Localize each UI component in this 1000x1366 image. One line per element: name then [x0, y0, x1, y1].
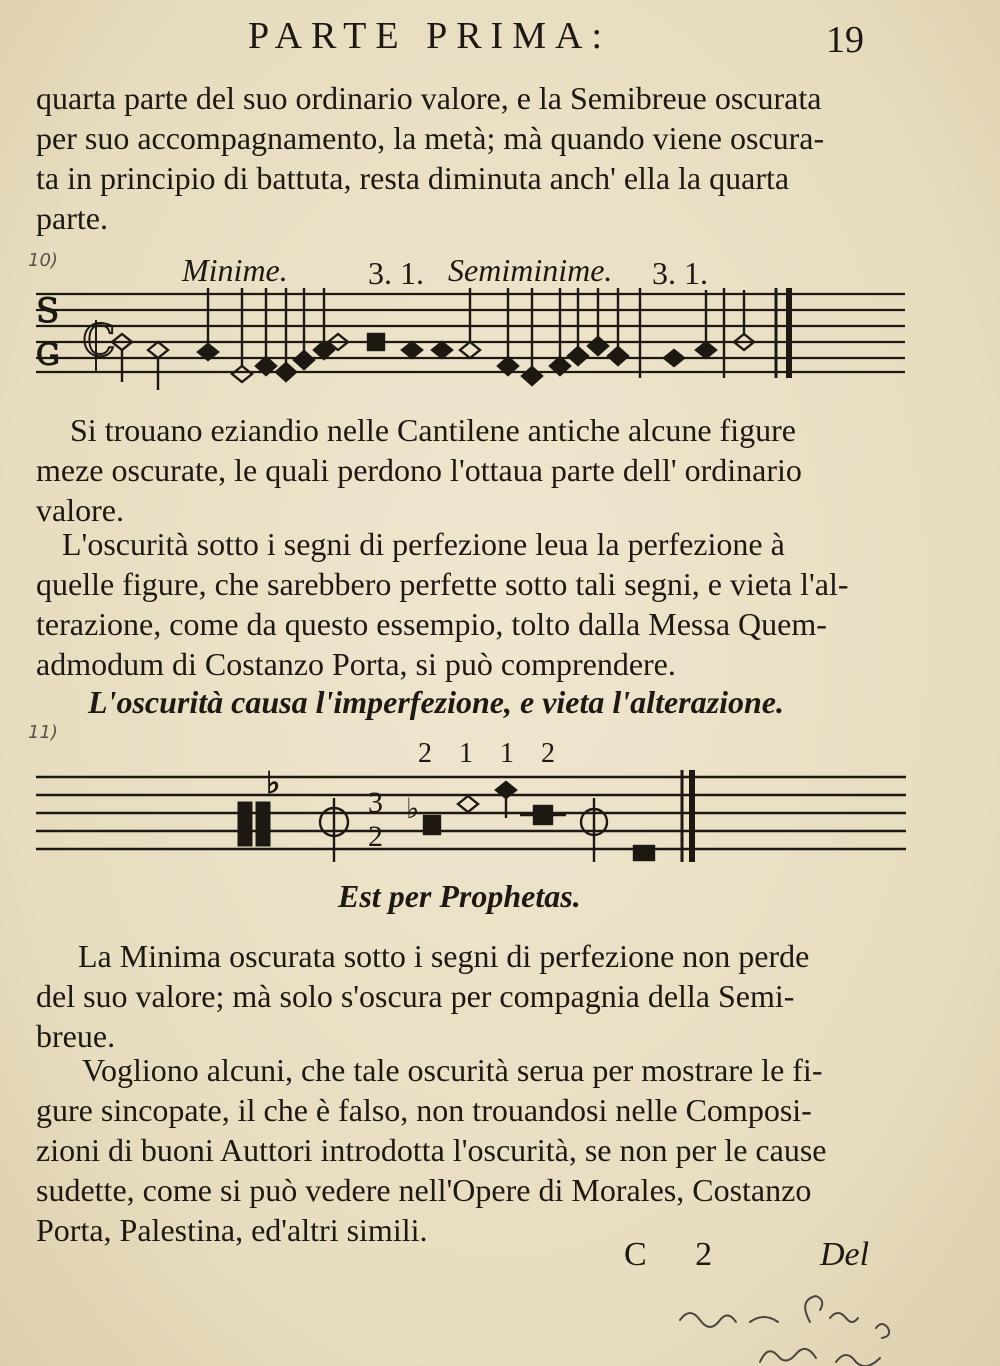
margin-note-10: 10) — [28, 250, 58, 271]
clef-10 — [36, 291, 116, 373]
text-line: zioni di buoni Auttori introdotta l'oscurità, se non per le cause — [36, 1132, 827, 1168]
note-mark — [588, 337, 608, 355]
note-mark — [498, 357, 518, 375]
final-barline-10 — [776, 288, 789, 378]
note-mark — [432, 342, 452, 358]
text-line: breue. — [36, 1018, 116, 1054]
svg-text:G: G — [36, 338, 60, 373]
note-mark — [402, 342, 422, 358]
running-title: PARTE PRIMA: — [248, 15, 611, 57]
white-minim-notes — [112, 290, 754, 390]
note-mark — [368, 334, 384, 350]
time-signature-top: 3 — [368, 786, 383, 819]
text-line: L'oscurità sotto i segni di perfezione leua la perfezione à — [62, 526, 785, 562]
catchword: Del — [820, 1236, 870, 1273]
text-line: meze oscurate, le quali perdono l'ottaua parte dell' ordinario — [36, 452, 802, 488]
caption-semiminime: Semiminime. — [448, 252, 613, 288]
svg-text:C: C — [82, 316, 116, 367]
page-number: 19 — [826, 19, 864, 61]
text-line: sudette, come si può vedere nell'Opere di Morales, Costanzo — [36, 1172, 812, 1208]
svg-text:♭: ♭ — [406, 792, 420, 825]
text-line: gure sincopate, il che è falso, non trouandosi nelle Composi- — [36, 1092, 812, 1128]
text-line: parte. — [36, 200, 108, 236]
example-11-numbers: 2 1 1 2 — [418, 738, 565, 769]
note-mark — [314, 341, 334, 359]
text-line: La Minima oscurata sotto i segni di perfezione non perde — [78, 938, 810, 974]
signature-mark: C 2 — [624, 1236, 733, 1273]
clef-11 — [238, 766, 280, 846]
example-11-subcaption: Est per Prophetas. — [338, 878, 581, 914]
text-line: quarta parte del suo ordinario valore, e la Semibreue oscurata — [36, 80, 822, 116]
note-mark — [568, 347, 588, 365]
note-mark — [608, 347, 628, 365]
note-mark — [276, 363, 296, 381]
note-mark — [460, 342, 480, 358]
note-mark — [148, 342, 168, 358]
black-notes — [198, 288, 724, 385]
note-mark — [294, 351, 314, 369]
notes-11 — [406, 782, 654, 862]
text-line: ta in principio di battuta, resta diminuta anch' ella la quarta — [36, 160, 790, 196]
mensuration-circle-11 — [320, 798, 348, 862]
text-line: per suo accompagnamento, la metà; mà quando viene oscura- — [36, 120, 825, 156]
note-mark — [328, 334, 348, 350]
staff-lines-10 — [36, 294, 905, 372]
note-mark — [232, 366, 252, 382]
svg-text:S: S — [36, 291, 60, 331]
text-line: quelle figure, che sarebbero perfette sotto tali segni, e vieta l'al- — [36, 566, 849, 602]
note-mark — [550, 357, 570, 375]
note-mark — [198, 344, 218, 360]
proportion-sign — [368, 786, 383, 853]
text-line: Vogliono alcuni, che tale oscurità serua per mostrare le fi- — [82, 1052, 823, 1088]
text-line: terazione, come da questo essempio, tolto dalla Messa Quem- — [36, 606, 827, 642]
text-line: del suo valore; mà solo s'oscura per compagnia della Semi- — [36, 978, 795, 1014]
note-mark — [696, 342, 716, 358]
text-line: valore. — [36, 492, 124, 528]
ratio-semiminime: 3. 1. — [652, 255, 708, 291]
note-mark — [256, 357, 276, 375]
staff-lines-11 — [36, 777, 906, 849]
ratio-minime: 3. 1. — [368, 255, 424, 291]
note-mark — [664, 350, 684, 366]
margin-note-11: 11) — [28, 722, 58, 743]
caption-minime: Minime. — [182, 252, 288, 288]
time-signature-bottom: 2 — [368, 820, 383, 853]
final-barline-11 — [682, 770, 692, 862]
note-mark — [734, 334, 754, 350]
example-11-caption: L'oscurità causa l'imperfezione, e vieta l'alterazione. — [88, 684, 784, 720]
text-line: Porta, Palestina, ed'altri simili. — [36, 1212, 428, 1248]
note-mark — [522, 367, 542, 385]
note-mark — [112, 334, 132, 350]
text-line: admodum di Costanzo Porta, si può comprendere. — [36, 646, 676, 682]
svg-text:♭: ♭ — [266, 766, 281, 801]
text-line: Si trouano eziandio nelle Cantilene antiche alcune figure — [70, 412, 796, 448]
